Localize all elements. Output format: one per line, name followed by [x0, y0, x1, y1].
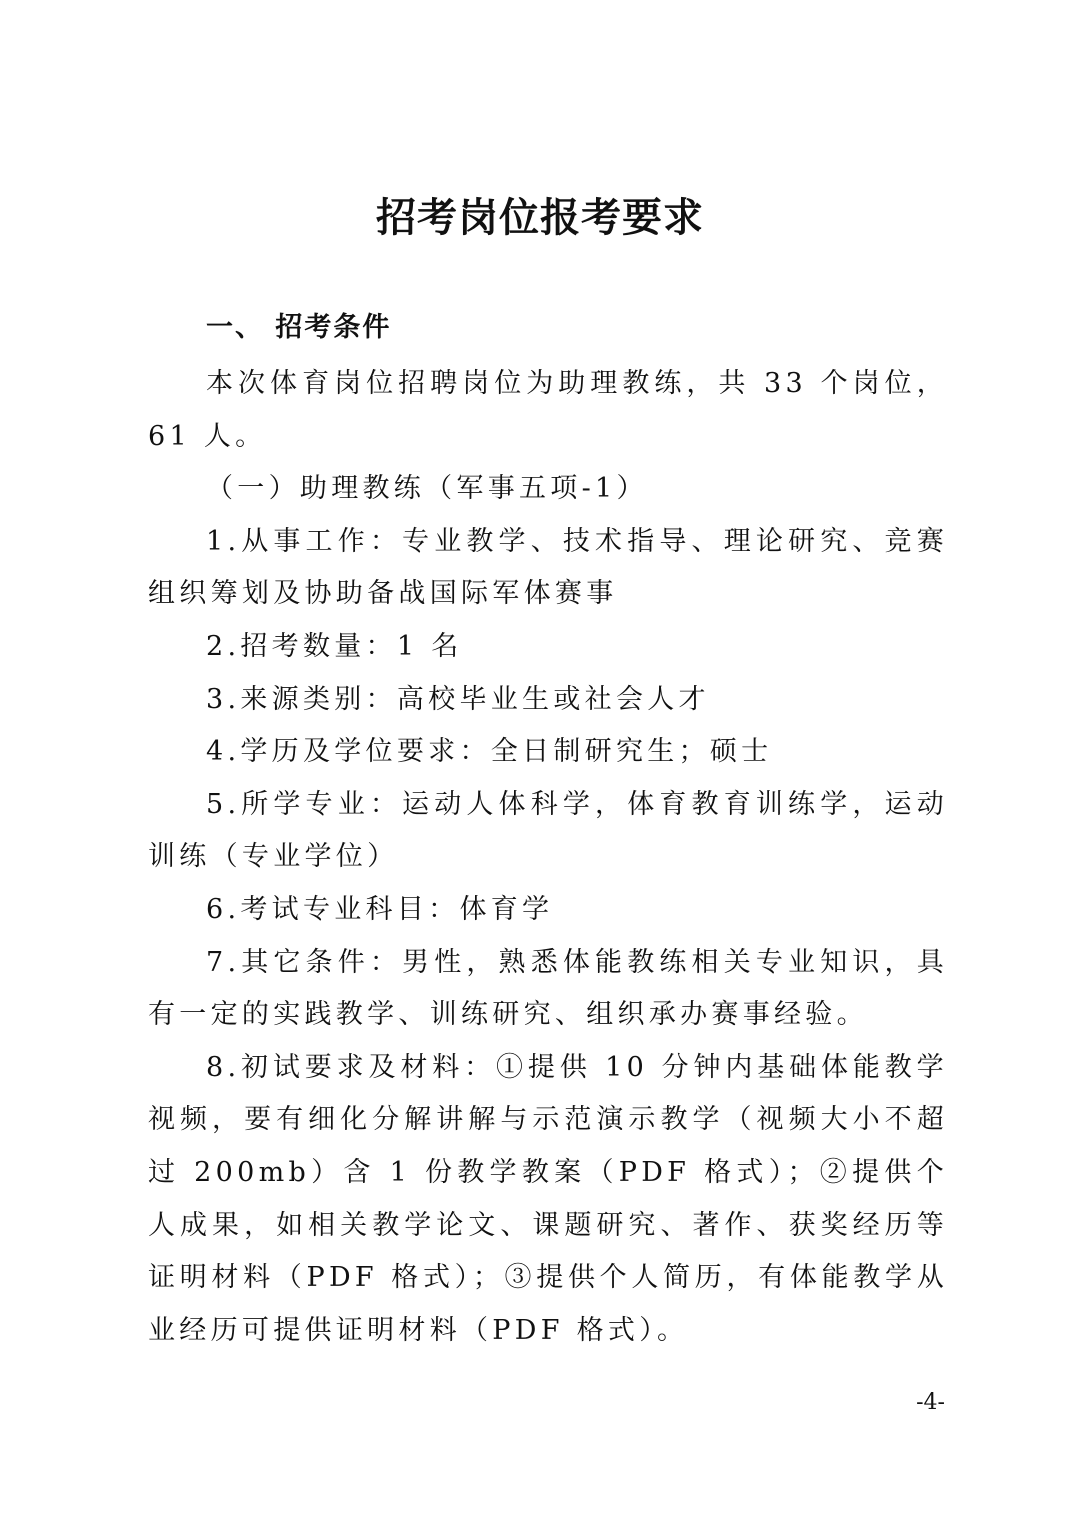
page-number: -4-: [916, 1390, 945, 1415]
paragraph-exam-subject: 6.考试专业科目：体育学: [206, 893, 554, 925]
paragraph-materials: 8.初试要求及材料：①提供 10 分钟内基础体能教学视频，要有细化分解讲解与示范演示教学（视频大小不超过 200mb）含 1 份教学教案（PDF 格式）；②提供个人成果，如相关教学论文、课题研究、著作、获奖经历等证明材料（PDF 格式）；③提供个人简历，有体能教学从业经历可提供证明材料（PDF 格式）。: [148, 1051, 948, 1346]
page-title: 招考岗位报考要求: [376, 194, 704, 241]
paragraph-duties: 1.从事工作：专业教学、技术指导、理论研究、竞赛组织筹划及协助备战国际军体赛事: [148, 525, 948, 610]
section-heading: 一、 招考条件: [206, 312, 392, 343]
paragraph-quantity: 2.招考数量：1 名: [206, 630, 463, 662]
paragraph-source: 3.来源类别：高校毕业生或社会人才: [206, 683, 710, 715]
paragraph-position-heading: （一）助理教练（军事五项-1）: [206, 473, 648, 505]
paragraph-education: 4.学历及学位要求：全日制研究生；硕士: [206, 736, 773, 768]
paragraph-major: 5.所学专业：运动人体科学，体育教育训练学，运动训练（专业学位）: [148, 788, 948, 873]
paragraph-other-conditions: 7.其它条件：男性，熟悉体能教练相关专业知识，具有一定的实践教学、训练研究、组织承办赛事经验。: [148, 946, 948, 1031]
body-text: [148, 358, 948, 1357]
paragraph-intro: 本次体育岗位招聘岗位为助理教练，共 33 个岗位，61 人。: [148, 368, 948, 452]
